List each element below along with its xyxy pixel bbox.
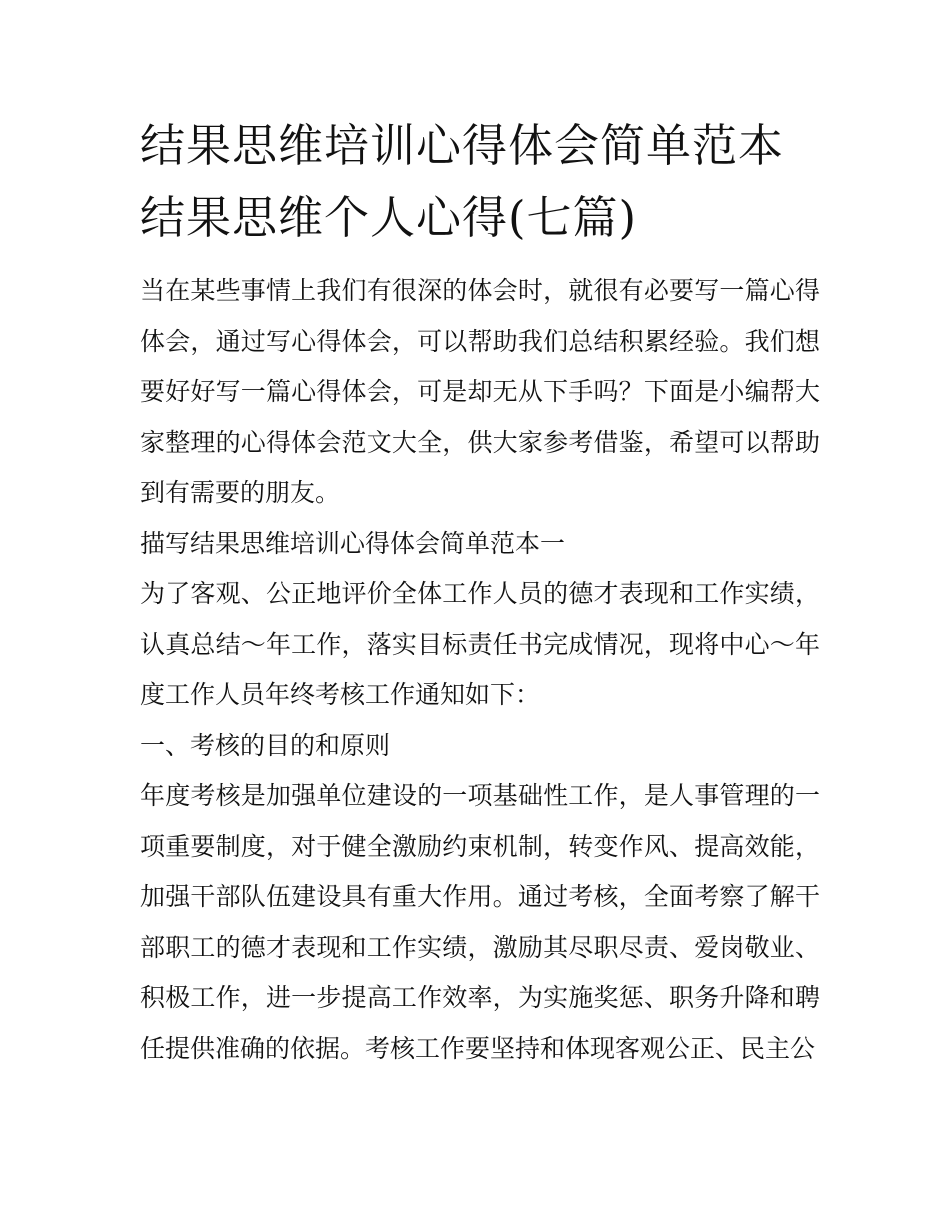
document-page (140, 110, 820, 1074)
intro-paragraph: 当在某些事情上我们有很深的体会时，就很有必要写一篇心得体会，通过写心得体会，可以帮助我们总结积累经验。我们想要好好写一篇心得体会，可是却无从下手吗？下面是小编帮大家整理的心得体会范文大全，供大家参考借鉴，希望可以帮助到有需要的朋友。 (140, 276, 820, 507)
body-paragraph: 年度考核是加强单位建设的一项基础性工作，是人事管理的一项重要制度，对于健全激励约束机制，转变作风、提高效能，加强干部队伍建设具有重大作用。通过考核，全面考察了解干部职工的德才表现和工作实绩，激励其尽职尽责、爱岗敬业、积极工作，进一步提高工作效率，为实施奖惩、职务升降和聘任提供准确的依据。考核工作要坚持和体现客观公正、民主公 (140, 781, 820, 1063)
subsection-heading: 一、考核的目的和原则 (140, 730, 391, 760)
document-title: 结果思维培训心得体会简单范本 结果思维个人心得(七篇) (140, 119, 785, 244)
section-heading: 描写结果思维培训心得体会简单范本一 (140, 528, 566, 558)
body-paragraph: 为了客观、公正地评价全体工作人员的德才表现和工作实绩，认真总结～年工作，落实目标责任书完成情况，现将中心～年度工作人员年终考核工作通知如下： (140, 579, 820, 709)
